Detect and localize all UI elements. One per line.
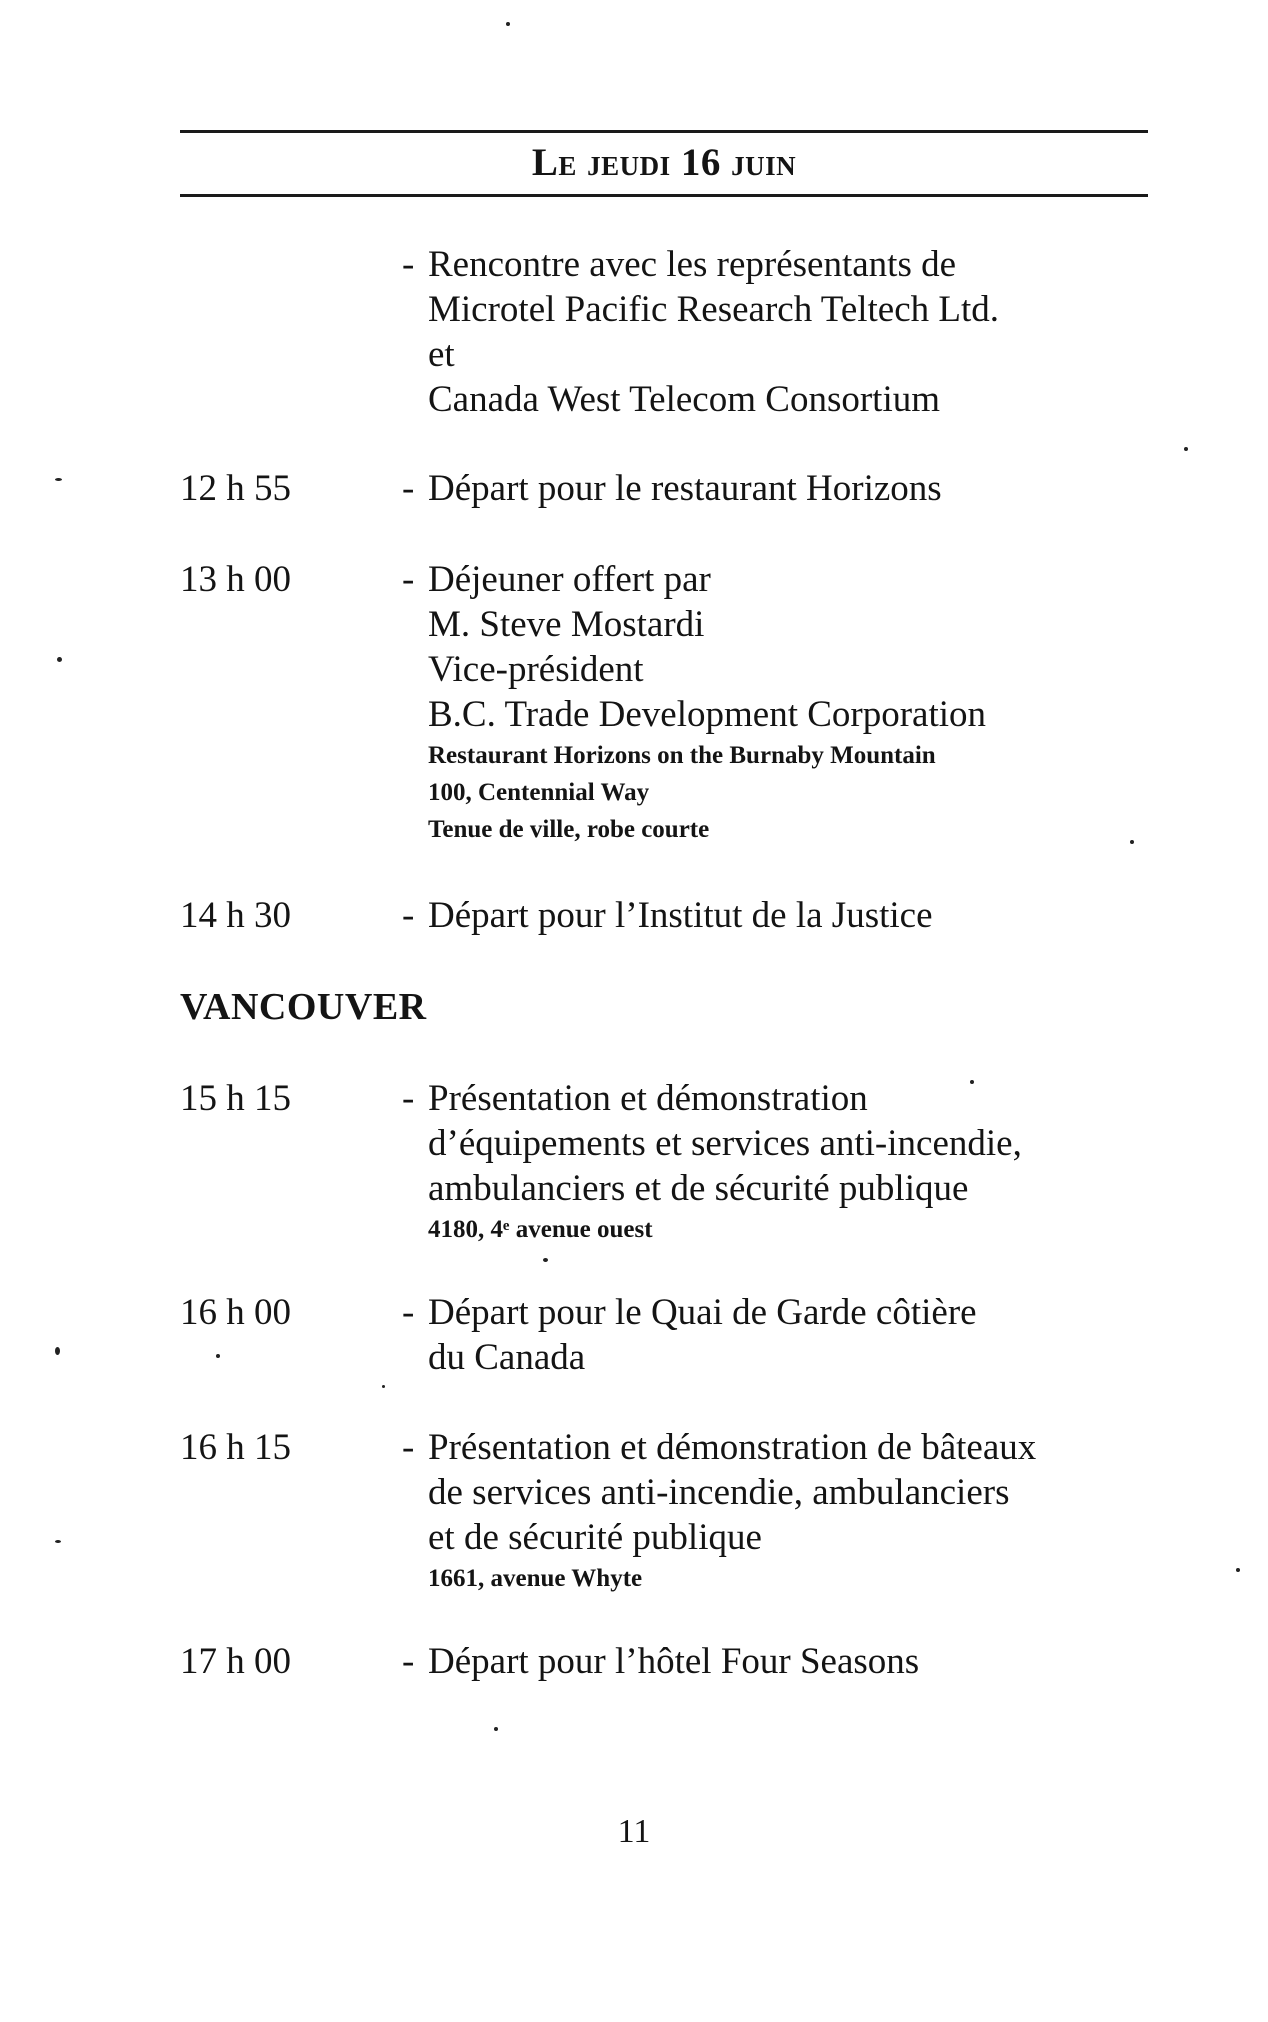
- scan-speck: [1236, 1568, 1240, 1572]
- entry-line: M. Steve Mostardi: [428, 604, 705, 645]
- scan-speck: [55, 1347, 60, 1355]
- scan-speck: [382, 1385, 385, 1388]
- entry-line: de services anti-incendie, ambulanciers: [428, 1472, 1010, 1513]
- entry-line: Déjeuner offert par: [428, 559, 711, 600]
- section-heading: VANCOUVER: [180, 986, 427, 1028]
- entry-description: [428, 1425, 1168, 1597]
- header-rule-bottom: [180, 194, 1148, 197]
- scan-speck: [970, 1080, 974, 1084]
- page-number: 11: [617, 1813, 651, 1850]
- entry-line: Présentation et démonstration: [428, 1078, 868, 1119]
- entry-dash: -: [402, 559, 415, 600]
- scan-speck: [1130, 840, 1134, 844]
- entry-dash: -: [402, 895, 415, 936]
- entry-time: 16 h 00: [180, 1292, 291, 1333]
- entry-line: du Canada: [428, 1337, 586, 1378]
- entry-note: 4180, 4ᵉ avenue ouest: [428, 1216, 653, 1243]
- entry-line: ambulanciers et de sécurité publique: [428, 1168, 969, 1209]
- entry-line: Microtel Pacific Research Teltech Ltd.: [428, 289, 1000, 330]
- entry-time: 15 h 15: [180, 1078, 291, 1119]
- entry-dash: -: [402, 468, 415, 509]
- scan-speck: [57, 657, 62, 662]
- entry-line: et: [428, 334, 455, 375]
- entry-description: [428, 893, 1168, 938]
- entry-description: [428, 242, 1168, 422]
- entry-line: d’équipements et services anti-incendie,: [428, 1123, 1022, 1164]
- entry-line: et de sécurité publique: [428, 1517, 762, 1558]
- entry-line: Rencontre avec les représentants de: [428, 244, 957, 285]
- entry-line: Vice-président: [428, 649, 644, 690]
- entry-dash: -: [402, 1641, 415, 1682]
- entry-time: 12 h 55: [180, 468, 291, 509]
- scan-speck: [494, 1727, 498, 1731]
- entry-description: [428, 1076, 1168, 1248]
- entry-line: Départ pour l’Institut de la Justice: [428, 895, 933, 936]
- scan-speck: [55, 478, 62, 481]
- entry-line: Présentation et démonstration de bâteaux: [428, 1427, 1037, 1468]
- entry-description: [428, 1639, 1168, 1684]
- entry-note: 1661, avenue Whyte: [428, 1565, 643, 1592]
- entry-line: Départ pour le restaurant Horizons: [428, 468, 942, 509]
- entry-line: Départ pour l’hôtel Four Seasons: [428, 1641, 920, 1682]
- entry-description: [428, 466, 1168, 511]
- entry-note: 100, Centennial Way: [428, 779, 650, 806]
- entry-dash: -: [402, 1078, 415, 1119]
- entry-line: B.C. Trade Development Corporation: [428, 694, 987, 735]
- entry-time: 13 h 00: [180, 559, 291, 600]
- entry-line: Canada West Telecom Consortium: [428, 379, 941, 420]
- entry-note: Restaurant Horizons on the Burnaby Mountain: [428, 742, 936, 769]
- entry-description: [428, 557, 1168, 848]
- entry-time: 17 h 00: [180, 1641, 291, 1682]
- entry-time: 16 h 15: [180, 1427, 291, 1468]
- entry-time: 14 h 30: [180, 895, 291, 936]
- entry-description: [428, 1290, 1168, 1380]
- page-header: Le jeudi 16 juin: [531, 141, 797, 184]
- entry-line: Départ pour le Quai de Garde côtière: [428, 1292, 977, 1333]
- entry-dash: -: [402, 1292, 415, 1333]
- scan-speck: [1184, 447, 1188, 451]
- entry-dash: -: [402, 1427, 415, 1468]
- entry-dash: -: [402, 244, 415, 285]
- entry-note: Tenue de ville, robe courte: [428, 816, 710, 843]
- scan-speck: [216, 1354, 220, 1358]
- header-rule-top: [180, 130, 1148, 133]
- scan-speck: [543, 1258, 548, 1262]
- scan-speck: [506, 22, 510, 26]
- scan-speck: [55, 1540, 61, 1543]
